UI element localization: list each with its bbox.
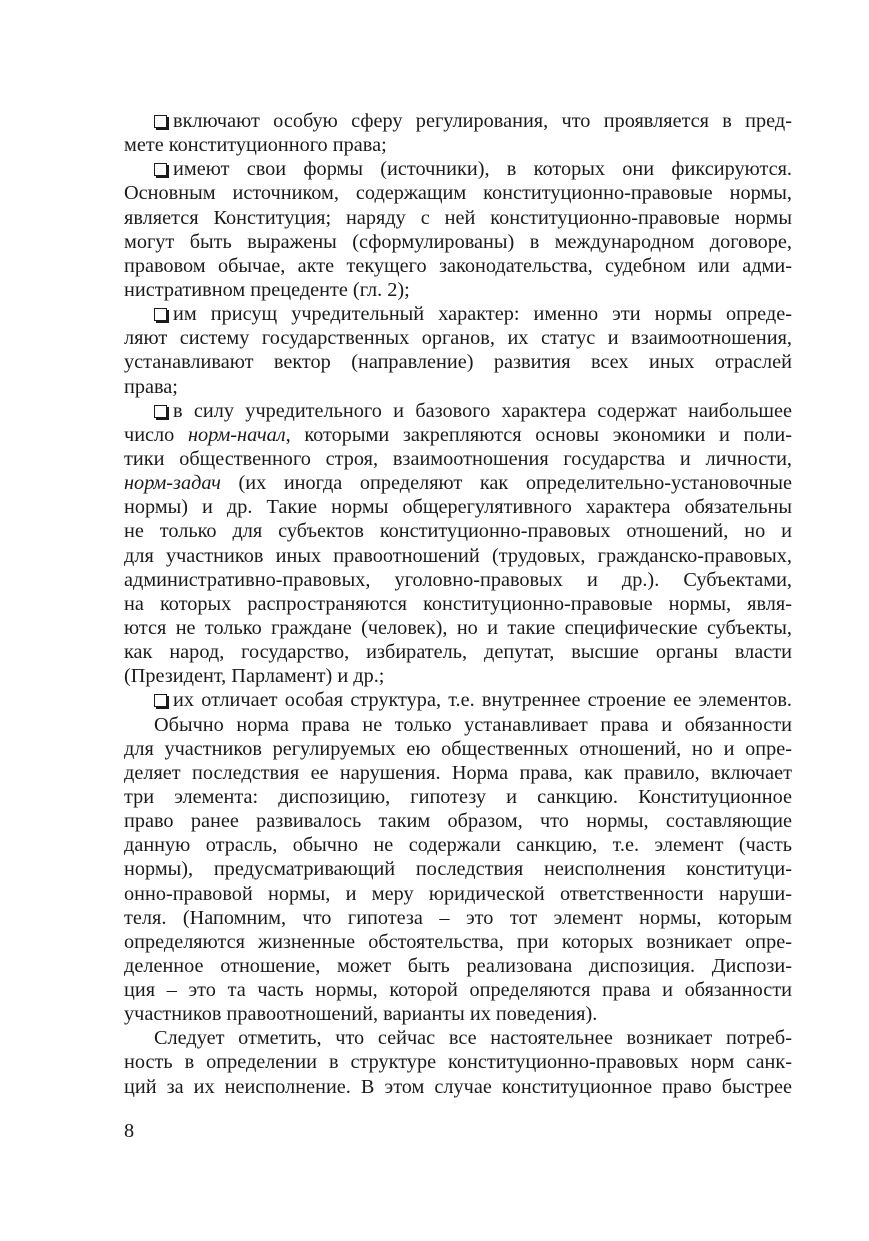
text-line: Обычно норма права не только устанавливает права и обязанности <box>154 713 792 736</box>
checkbox-bullet-icon <box>154 694 167 707</box>
text-line: деляет последствия ее нарушения. Норма права, как правило, включает <box>124 761 792 784</box>
text-line: нормы), предусматривающий последствия неисполнения конституци- <box>124 858 792 881</box>
text-line: их отличает особая структура, т.е. внутреннее строение ее элементов. <box>124 688 792 712</box>
text-line: определяются жизненные обстоятельства, при которых возникает опре- <box>124 930 792 953</box>
text-line: могут быть выражены (сформулированы) в международном договоре, <box>124 230 792 253</box>
text-line: онно-правовой нормы, и меру юридической ответственности наруши- <box>124 882 792 905</box>
text-line: нормы) и др. Такие нормы общерегулятивного характера обязательны <box>124 496 792 519</box>
text-line: теля. (Напомним, что гипотеза – это тот элемент нормы, которым <box>124 906 792 929</box>
text-line: норм-задач (их иногда определяют как определительно-установочные <box>124 472 792 495</box>
text-line: ются не только граждане (человек), но и такие специфические субъекты, <box>124 616 792 639</box>
text-line: деленное отношение, может быть реализована диспозиция. Диспози- <box>124 954 792 977</box>
text-line: участников правоотношений, варианты их поведения). <box>124 1003 598 1026</box>
text-line: для участников регулируемых ею общественных отношений, но и опре- <box>124 737 792 760</box>
text-line: им присущ учредительный характер: именно эти нормы опреде- <box>124 302 792 326</box>
text-line: нистративном прецеденте (гл. 2); <box>124 278 410 301</box>
text-line: административно-правовых, уголовно-правовых и др.). Субъектами, <box>124 568 792 591</box>
text-line: три элемента: диспозицию, гипотезу и санкцию. Конституционное <box>124 785 792 808</box>
text-line: мете конституционного права; <box>124 134 387 157</box>
text-line: не только для субъектов конституционно-правовых отношений, но и <box>124 520 792 543</box>
text-line: тики общественного строя, взаимоотношения государства и личности, <box>124 447 792 470</box>
text-line: Основным источником, содержащим конституционно-правовые нормы, <box>124 182 792 205</box>
text-line: права; <box>124 375 178 398</box>
text-line: ций за их неисполнение. В этом случае конституционное право быстрее <box>124 1075 792 1098</box>
text-line: имеют свои формы (источники), в которых они фиксируются. <box>124 157 792 181</box>
checkbox-bullet-icon <box>154 163 167 176</box>
checkbox-bullet-icon <box>154 405 167 418</box>
text-line: как народ, государство, избиратель, депутат, высшие органы власти <box>124 641 792 664</box>
text-line: данную отрасль, обычно не содержали санкцию, т.е. элемент (часть <box>124 834 792 857</box>
text-line: в силу учредительного и базового характера содержат наибольшее <box>124 399 792 423</box>
page-number: 8 <box>124 1120 135 1142</box>
emphasis-term: норм-начал <box>187 423 286 446</box>
text-line: Следует отметить, что сейчас все настоятельнее возникает потреб- <box>154 1027 792 1050</box>
emphasis-term: норм-задач <box>124 472 221 495</box>
text-line: ность в определении в структуре конституционно-правовых норм санк- <box>124 1051 792 1074</box>
text-line: на которых распространяются конституционно-правовые нормы, явля- <box>124 592 792 615</box>
text-line: число норм-начал, которыми закрепляются основы экономики и поли- <box>124 423 792 446</box>
checkbox-bullet-icon <box>154 308 167 321</box>
text-line: устанавливают вектор (направление) развития всех иных отраслей <box>124 351 792 374</box>
text-line: для участников иных правоотношений (трудовых, гражданско-правовых, <box>124 544 792 567</box>
checkbox-bullet-icon <box>154 115 167 128</box>
text-line: правовом обычае, акте текущего законодательства, судебном или адми- <box>124 254 792 277</box>
text-line: ция – это та часть нормы, которой определяются права и обязанности <box>124 979 792 1002</box>
text-line: включают особую сферу регулирования, что проявляется в пред- <box>124 109 792 133</box>
body-text <box>124 109 792 1099</box>
text-line: право ранее развивалось таким образом, что нормы, составляющие <box>124 810 792 833</box>
text-line: ляют систему государственных органов, их статус и взаимоотношения, <box>124 327 792 350</box>
text-line: (Президент, Парламент) и др.; <box>124 665 385 688</box>
text-line: является Конституция; наряду с ней конституционно-правовые нормы <box>124 206 792 229</box>
